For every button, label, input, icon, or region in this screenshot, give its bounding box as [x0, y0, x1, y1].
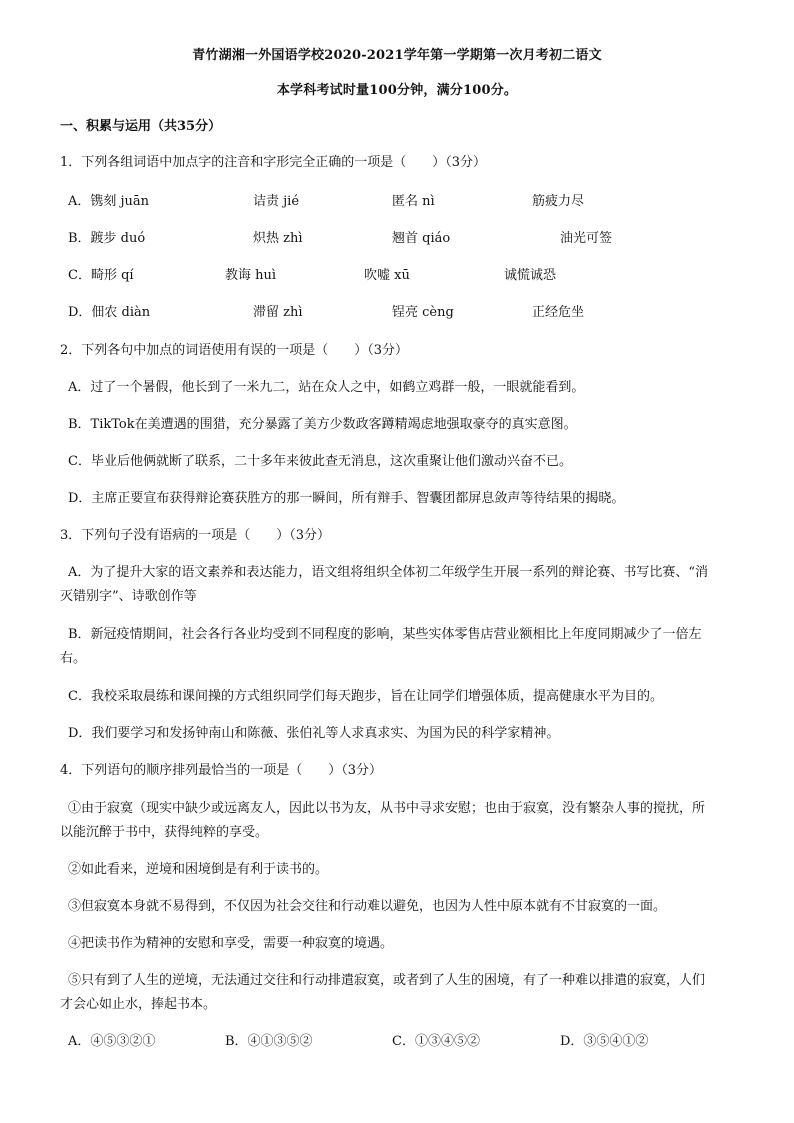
section-heading: 一、积累与运用（共35分）	[60, 119, 222, 134]
q1-row-d-col-2: 滞留 zhì	[253, 305, 303, 320]
q1-row-c-col-3: 吹嘘 xū	[364, 268, 410, 283]
q3-option-a-line-2: 灭错别字”、诗歌创作等	[60, 589, 197, 604]
q1-row-b-col-4: 油光可签	[560, 231, 613, 246]
q4-sentence-1-line-2: 以能沉醉于书中，获得纯粹的享受。	[60, 825, 269, 840]
q1-row-b-col-3: 翘首 qiáo	[392, 231, 451, 246]
q3-option-b-line-2: 右。	[60, 651, 87, 666]
q1-row-a-col-4: 筋疲力尽	[532, 194, 585, 209]
q3-option-b-line-1: B．新冠疫情期间，社会各行各业均受到不同程度的影响，某些实体零售店营业额相比上年度同期减少了一倍左	[68, 627, 702, 642]
q1-row-a-col-2: 诘责 jié	[253, 194, 300, 209]
q1-row-c-col-4: 诚慌诚恐	[504, 268, 557, 283]
q4-choice-c: C．①③④⑤②	[392, 1034, 480, 1049]
q1-row-d-col-1: D．佃农 diàn	[68, 305, 151, 320]
q4-choice-d: D．③⑤④①②	[560, 1034, 649, 1049]
q3-option-c: C．我校采取晨练和课间操的方式组织同学们每天跑步，旨在让同学们增强体质，提高健康水平为目的。	[68, 689, 663, 704]
question-2-stem: 2．下列各句中加点的词语使用有误的一项是（ ）（3分）	[60, 343, 409, 358]
question-3-stem: 3．下列句子没有语病的一项是（ ）（3分）	[60, 528, 331, 543]
q1-row-a-col-3: 匿名 nì	[392, 194, 435, 209]
q4-sentence-1-line-1: ①由于寂寞（现实中缺少或远离友人，因此以书为友，从书中寻求安慰；也由于寂寞，没有繁杂人事的搅扰，所	[68, 801, 706, 816]
q2-option-c: C．毕业后他俩就断了联系，二十多年来彼此查无消息，这次重聚让他们激动兴奋不已。	[68, 454, 572, 469]
q4-choice-a: A．④⑤③②①	[68, 1034, 156, 1049]
q4-sentence-5-line-1: ⑤只有到了人生的逆境，无法通过交往和行动排遣寂寞，或者到了人生的困境，有了一种难以排遣的寂寞，人们	[68, 973, 706, 988]
exam-subtitle: 本学科考试时量100分钟，满分100分。	[276, 83, 518, 98]
q2-option-b: B．TikTok在美遭遇的围猎，充分暴露了美方少数政客蹲精竭虑地强取豪夺的真实意图。	[68, 417, 577, 432]
q4-sentence-3: ③但寂寞本身就不易得到，不仅因为社会交往和行动难以避免，也因为人性中原本就有不甘寂寞的一面。	[68, 899, 667, 914]
q1-row-c-col-2: 教诲 huì	[225, 268, 277, 283]
exam-title: 青竹湖湘一外国语学校2020-2021学年第一学期第一次月考初二语文	[192, 48, 602, 63]
q3-option-a-line-1: A．为了提升大家的语文素养和表达能力，语文组将组织全体初二年级学生开展一系列的辩论赛、书写比赛、“消	[68, 565, 709, 580]
q1-row-c-col-1: C．畸形 qí	[68, 268, 134, 283]
q1-row-b-col-2: 炽热 zhì	[253, 231, 303, 246]
question-1-stem: 1．下列各组词语中加点字的注音和字形完全正确的一项是（ ）（3分）	[60, 155, 487, 170]
q1-row-a-col-1: A．镌刻 juān	[68, 194, 150, 209]
q4-sentence-4: ④把读书作为精神的安慰和享受，需要一种寂寞的境遇。	[68, 936, 394, 951]
q1-row-b-col-1: B．踱步 duó	[68, 231, 146, 246]
q1-row-d-col-3: 锃亮 cèng	[392, 305, 454, 320]
q4-choice-b: B．④①③⑤②	[225, 1034, 313, 1049]
question-4-stem: 4．下列语句的顺序排列最恰当的一项是（ ）（3分）	[60, 763, 383, 778]
q3-option-d: D．我们要学习和发扬钟南山和陈薇、张伯礼等人求真求实、为国为民的科学家精神。	[68, 726, 560, 741]
q1-row-d-col-4: 正经危坐	[532, 305, 585, 320]
q2-option-d: D．主席正要宣布获得辩论赛获胜方的那一瞬间，所有辩手、智囊团都屏息敛声等待结果的揭晓。	[68, 491, 625, 506]
q4-sentence-2: ②如此看来，逆境和困境倒是有利于读书的。	[68, 862, 329, 877]
q2-option-a: A．过了一个暑假，他长到了一米九二，站在众人之中，如鹤立鸡群一般，一眼就能看到。	[68, 380, 585, 395]
q4-sentence-5-line-2: 才会心如止水，捧起书本。	[60, 997, 217, 1012]
